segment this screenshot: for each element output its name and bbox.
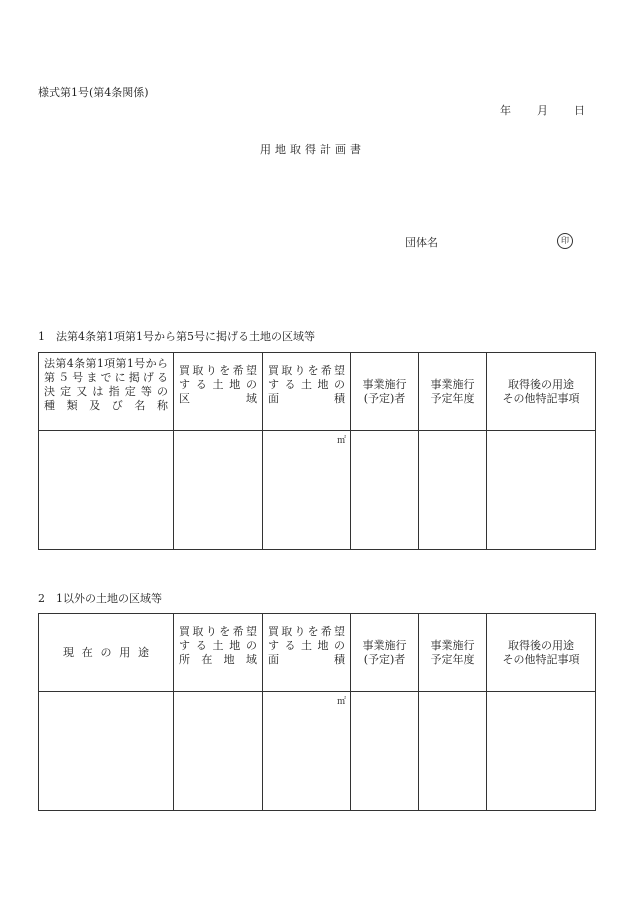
section1-fiscal-year-cell[interactable]: [419, 431, 487, 550]
header-line: 第５号までに掲げる: [44, 371, 168, 384]
section2-location-cell[interactable]: [174, 692, 263, 811]
section1-operator-cell[interactable]: [351, 431, 419, 550]
section1-col-area-region: [174, 353, 263, 431]
header-line: 所在地域: [179, 653, 257, 666]
header-line: する土地の: [268, 378, 345, 391]
section2-fiscal-year-cell[interactable]: [419, 692, 487, 811]
header-line: 事業施行: [362, 377, 407, 391]
section1-col-operator: [351, 353, 419, 431]
section2-col-land-area: [263, 614, 351, 692]
section1-table: [38, 352, 596, 550]
header-line: 買取りを希望: [179, 364, 257, 377]
section1-usage-notes-cell[interactable]: [487, 431, 596, 550]
form-number: 様式第1号(第4条関係): [38, 86, 149, 99]
section2-area-cell[interactable]: [263, 692, 351, 811]
seal-mark: 印: [557, 233, 573, 249]
header-line: 買取りを希望: [179, 625, 257, 638]
section2-col-current-use: [39, 614, 174, 692]
header-line: 買取りを希望: [268, 625, 345, 638]
date-year-label: 年: [500, 104, 511, 117]
date-month-label: 月: [537, 104, 548, 117]
section2-col-fiscal-year: [419, 614, 487, 692]
area-unit-label: ㎡: [336, 436, 346, 446]
header-line: する土地の: [179, 378, 257, 391]
section1-entry-row: [39, 431, 596, 550]
header-line: その他特記事項: [502, 391, 580, 405]
section2-entry-row: [39, 692, 596, 811]
header-line: 事業施行: [430, 638, 475, 652]
header-line: (予定)者: [363, 652, 406, 666]
header-line: 種類及び名称: [44, 399, 168, 412]
area-unit-label: ㎡: [336, 697, 346, 707]
header-line: 区 域: [179, 392, 257, 405]
header-line: する土地の: [268, 639, 345, 652]
header-line: 面 積: [268, 392, 345, 405]
section1-col-land-area: [263, 353, 351, 431]
section2-col-usage-notes: [487, 614, 596, 692]
section2-operator-cell[interactable]: [351, 692, 419, 811]
date-line: [500, 104, 585, 118]
section2-usage-notes-cell[interactable]: [487, 692, 596, 811]
header-line: 予定年度: [430, 652, 475, 666]
header-line: 事業施行: [430, 377, 475, 391]
header-line: その他特記事項: [502, 652, 580, 666]
header-line: 買取りを希望: [268, 364, 345, 377]
section2-current-use-cell[interactable]: [39, 692, 174, 811]
section2-heading: 2 1以外の土地の区域等: [38, 592, 162, 605]
header-line: 予定年度: [430, 391, 475, 405]
section1-designation-cell[interactable]: [39, 431, 174, 550]
header-line: 現在の用途: [63, 645, 149, 659]
header-line: 面 積: [268, 653, 345, 666]
header-line: 取得後の用途: [508, 377, 574, 391]
section1-col-fiscal-year: [419, 353, 487, 431]
section1-region-cell[interactable]: [174, 431, 263, 550]
header-line: 事業施行: [362, 638, 407, 652]
section1-area-cell[interactable]: [263, 431, 351, 550]
section2-table: [38, 613, 596, 811]
section2-header-row: [39, 614, 596, 692]
header-line: 決定又は指定等の: [44, 385, 168, 398]
section2-col-location: [174, 614, 263, 692]
section1-heading: 1 法第4条第1項第1号から第5号に掲げる土地の区域等: [38, 330, 315, 343]
header-line: 法第4条第1項第1号から: [44, 357, 168, 370]
section1-header-row: [39, 353, 596, 431]
section1-col-usage-notes: [487, 353, 596, 431]
document-title: 用地取得計画書: [260, 143, 365, 156]
organization-name-label: 団体名: [405, 236, 438, 249]
section2-col-operator: [351, 614, 419, 692]
header-line: (予定)者: [363, 391, 406, 405]
header-line: する土地の: [179, 639, 257, 652]
date-day-label: 日: [574, 104, 585, 117]
header-line: 取得後の用途: [508, 638, 574, 652]
section1-col-designation: [39, 353, 174, 431]
